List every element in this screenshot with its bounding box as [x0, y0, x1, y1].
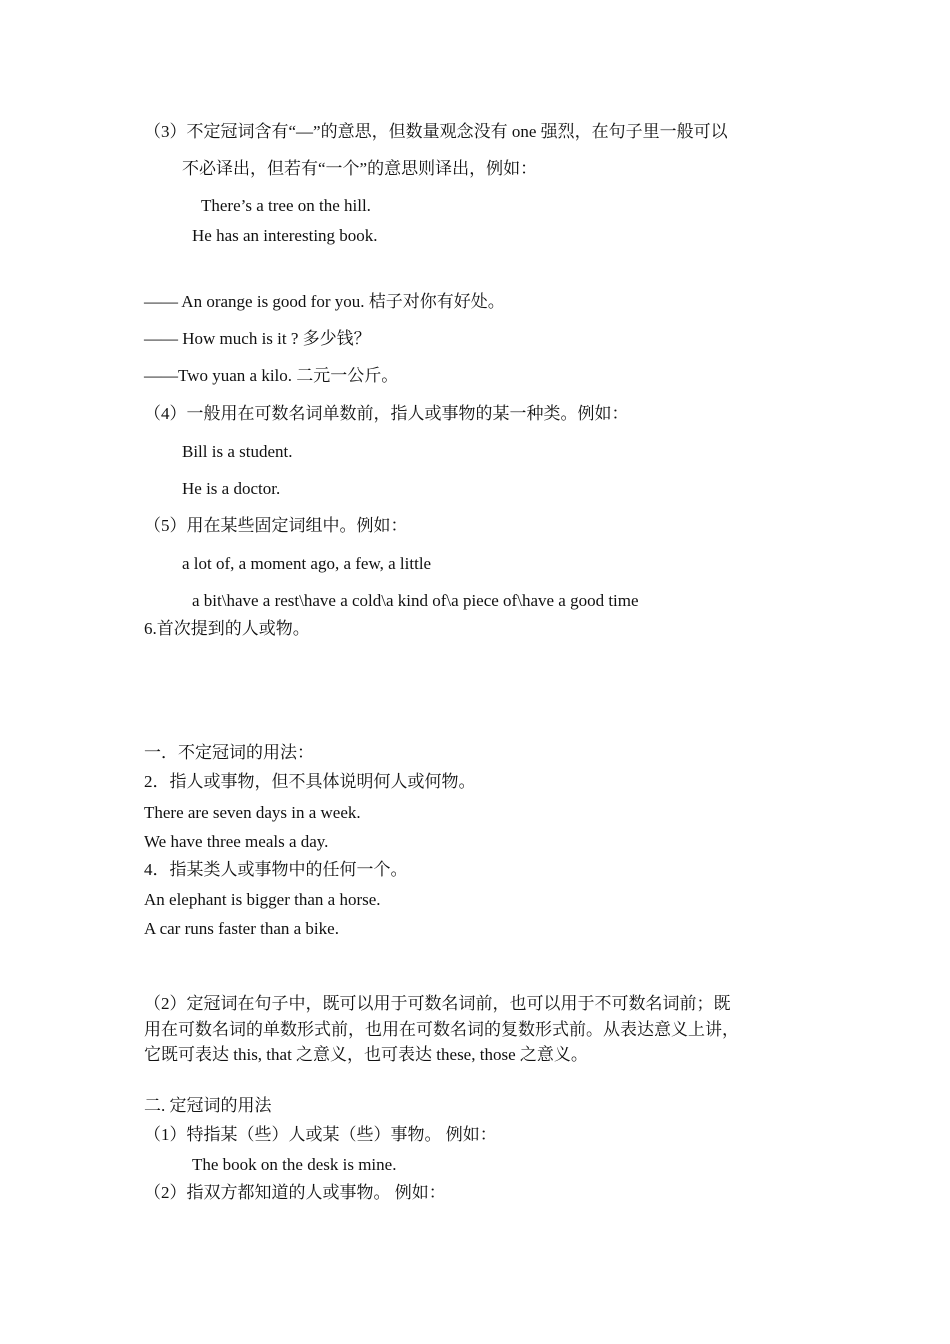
section-heading-indefinite: 一．不定冠词的用法： — [144, 743, 314, 762]
definite-rule-2: （2）指双方都知道的人或事物。 例如： — [144, 1183, 446, 1202]
example-sentence: There’s a tree on the hill. — [201, 196, 371, 215]
phrase-list: a bit\have a rest\have a cold\a kind of\a piece of\have a good time — [192, 591, 639, 610]
section-heading-definite: 二. 定冠词的用法 — [144, 1096, 272, 1115]
point-4-heading: 4．指某类人或事物中的任何一个。 — [144, 860, 408, 879]
example-sentence: The book on the desk is mine. — [192, 1155, 397, 1174]
rule-3-line-2: 不必译出，但若有“一个”的意思则译出，例如： — [182, 159, 538, 178]
definite-paragraph-line-3: 它既可表达 this, that 之意义，也可表达 these, those 之意义。 — [144, 1045, 588, 1064]
example-sentence: Bill is a student. — [182, 442, 293, 461]
rule-4-heading: （4）一般用在可数名词单数前，指人或事物的某一种类。例如： — [144, 404, 629, 423]
rule-6-heading: 6.首次提到的人或物。 — [144, 619, 310, 638]
example-sentence: We have three meals a day. — [144, 832, 329, 851]
example-sentence: He is a doctor. — [182, 479, 281, 498]
example-sentence: A car runs faster than a bike. — [144, 919, 339, 938]
dialogue-line: —— How much is it ? 多少钱？ — [144, 329, 371, 348]
phrase-list: a lot of, a moment ago, a few, a little — [182, 554, 432, 573]
dialogue-line: —— An orange is good for you. 桔子对你有好处。 — [144, 292, 505, 311]
definite-paragraph-line-1: （2）定冠词在句子中，既可以用于可数名词前，也可以用于不可数名词前；既 — [144, 994, 731, 1013]
example-sentence: An elephant is bigger than a horse. — [144, 890, 381, 909]
rule-5-heading: （5）用在某些固定词组中。例如： — [144, 516, 408, 535]
definite-rule-1: （1）特指某（些）人或某（些）事物。 例如： — [144, 1125, 497, 1144]
example-sentence: There are seven days in a week. — [144, 803, 361, 822]
dialogue-line: ——Two yuan a kilo. 二元一公斤。 — [144, 366, 399, 385]
rule-3-line-1: （3）不定冠词含有“—”的意思，但数量观念没有 one 强烈，在句子里一般可以 — [144, 122, 728, 141]
point-2-heading: 2．指人或事物，但不具体说明何人或何物。 — [144, 772, 476, 791]
definite-paragraph-line-2: 用在可数名词的单数形式前，也用在可数名词的复数形式前。从表达意义上讲， — [144, 1020, 739, 1039]
example-sentence: He has an interesting book. — [192, 226, 378, 245]
